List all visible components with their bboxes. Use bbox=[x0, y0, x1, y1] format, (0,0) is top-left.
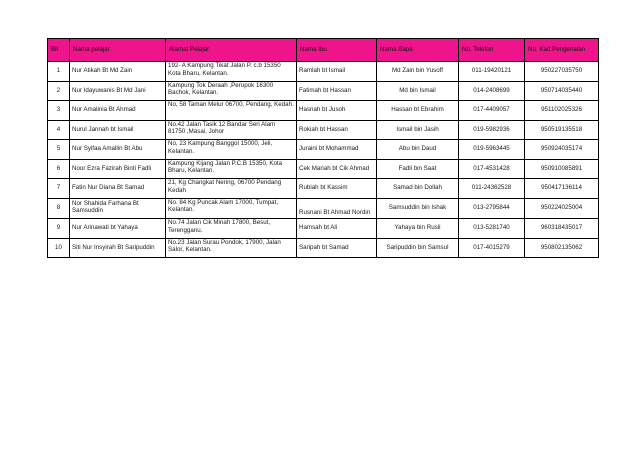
cell-bil: 9 bbox=[48, 219, 70, 239]
cell-bil: 8 bbox=[48, 198, 70, 219]
cell-alamat: No.74 Jalan Cik Minah 17800, Besut, Terengganu. bbox=[166, 219, 297, 239]
cell-kad-pengenalan: 960318435017 bbox=[525, 219, 599, 239]
table-row bbox=[48, 62, 599, 82]
cell-kad-pengenalan: 950417136114 bbox=[525, 179, 599, 199]
cell-telefon: 019-5963445 bbox=[459, 140, 525, 160]
cell-ibu: Rubiah bt Kassim bbox=[297, 179, 377, 199]
cell-bil: 3 bbox=[48, 101, 70, 121]
cell-nama: Nur Arinawati bt Yahaya bbox=[70, 219, 166, 239]
cell-telefon: 017-4409057 bbox=[459, 101, 525, 121]
header-nama-bapa: Nama Bapa bbox=[377, 39, 459, 62]
student-table bbox=[47, 38, 599, 258]
cell-telefon: 017-4015279 bbox=[459, 238, 525, 258]
cell-ibu: Juraini bt Mohammad bbox=[297, 140, 377, 160]
cell-kad-pengenalan: 950227035750 bbox=[525, 62, 599, 82]
cell-bapa: Abu bin Daud bbox=[377, 140, 459, 160]
cell-bil: 2 bbox=[48, 81, 70, 101]
cell-telefon: 011-24362528 bbox=[459, 179, 525, 199]
cell-bapa: Samsuddin bin Ishak bbox=[377, 198, 459, 219]
cell-bil: 5 bbox=[48, 140, 70, 160]
cell-alamat: 192- A Kampung Tikat Jalan P. c.b 15350 Kota Bharu, Kelantan. bbox=[166, 62, 297, 82]
cell-alamat: No, 23 Kampung Banggol 15000, Jeli, Kelantan. bbox=[166, 140, 297, 160]
cell-kad-pengenalan: 950224025004 bbox=[525, 198, 599, 219]
cell-alamat: No.23 Jalan Surau Pondok, 17900, Jalan Salor, Kelantan. bbox=[166, 238, 297, 258]
cell-kad-pengenalan: 950924035174 bbox=[525, 140, 599, 160]
cell-telefon: 013-5281740 bbox=[459, 219, 525, 239]
cell-kad-pengenalan: 950910085891 bbox=[525, 159, 599, 179]
cell-nama: Siti Nur Insyirah Bt Saripuddin bbox=[70, 238, 166, 258]
cell-bapa: Yahaya bin Rusli bbox=[377, 219, 459, 239]
table-row bbox=[48, 238, 599, 258]
cell-bapa: Hassan bt Ebrahim bbox=[377, 101, 459, 121]
cell-telefon: 014-2408699 bbox=[459, 81, 525, 101]
cell-bil: 1 bbox=[48, 62, 70, 82]
cell-kad-pengenalan: 950802135062 bbox=[525, 238, 599, 258]
cell-bapa: Samad bin Dollah bbox=[377, 179, 459, 199]
cell-bil: 7 bbox=[48, 179, 70, 199]
cell-ibu: Rusnani Bt Ahmad Nordin bbox=[297, 198, 377, 219]
cell-ibu: Hasnah bt Jusoh bbox=[297, 101, 377, 121]
cell-kad-pengenalan: 950714035440 bbox=[525, 81, 599, 101]
header-alamat-pelajar: Alamat Pelajar bbox=[166, 39, 297, 62]
cell-nama: Nur Atikah Bt Md Zain bbox=[70, 62, 166, 82]
cell-nama: Fatin Nur Diana Bt Samad bbox=[70, 179, 166, 199]
cell-bapa: Saripuddin bin Samsul bbox=[377, 238, 459, 258]
cell-telefon: 019-5982936 bbox=[459, 120, 525, 140]
cell-kad-pengenalan: 951102025326 bbox=[525, 101, 599, 121]
header-bil: Bil bbox=[48, 39, 70, 62]
header-nama-ibu: Nama Ibu bbox=[297, 39, 377, 62]
cell-telefon: 013-2795844 bbox=[459, 198, 525, 219]
cell-alamat: No.42 Jalan Tasik 12 Bandar Seri Alam 81750 ,Masai, Johor bbox=[166, 120, 297, 140]
cell-bapa: Fadli bin Saat bbox=[377, 159, 459, 179]
cell-bapa: Md Zain bin Yusoff bbox=[377, 62, 459, 82]
cell-telefon: 017-4531428 bbox=[459, 159, 525, 179]
cell-alamat: 21, Kg Changkat Nering, 06700 Pendang Kedah bbox=[166, 179, 297, 199]
cell-ibu: Saripah bt Samad bbox=[297, 238, 377, 258]
cell-ibu: Hamsah bt Ali bbox=[297, 219, 377, 239]
table-row bbox=[48, 179, 599, 199]
cell-bapa: Ismail bin Jasih bbox=[377, 120, 459, 140]
cell-bapa: Md bin Ismail bbox=[377, 81, 459, 101]
cell-bil: 4 bbox=[48, 120, 70, 140]
cell-alamat: Kampung Tok Deraah ,Perupok 16300 Bachok, Kelantan. bbox=[166, 81, 297, 101]
table-row bbox=[48, 198, 599, 219]
table-row bbox=[48, 140, 599, 160]
cell-telefon: 011-19420121 bbox=[459, 62, 525, 82]
cell-bil: 10 bbox=[48, 238, 70, 258]
cell-ibu: Ramlah bt Ismail bbox=[297, 62, 377, 82]
table-row bbox=[48, 101, 599, 121]
cell-nama: Noor Ezra Fazirah Binti Fadli bbox=[70, 159, 166, 179]
table-row bbox=[48, 159, 599, 179]
cell-bil: 6 bbox=[48, 159, 70, 179]
cell-nama: Nur Idayuwanis Bt Md Jani bbox=[70, 81, 166, 101]
header-nama-pelajar: Nama pelajar bbox=[70, 39, 166, 62]
cell-nama: Nurul Jannah bt Ismail bbox=[70, 120, 166, 140]
header-no-kad-pengenalan: No. Kad Pengenalan bbox=[525, 39, 599, 62]
cell-alamat: No, 58 Taman Melur 06700, Pendang, Kedah. bbox=[166, 101, 297, 121]
cell-alamat: Kampung Kijang Jalan P.C.B 15350, Kota Bharu, Kelantan. bbox=[166, 159, 297, 179]
header-no-telefon: No. Telefon bbox=[459, 39, 525, 62]
header-row bbox=[48, 39, 599, 62]
cell-alamat: No. 84 Kg Puncak Alam 17000, Tumpat, Kelantan. bbox=[166, 198, 297, 219]
table-row bbox=[48, 81, 599, 101]
cell-ibu: Rokiah bt Hassan bbox=[297, 120, 377, 140]
cell-nama: Nur Amalinia Bt Ahmad bbox=[70, 101, 166, 121]
cell-ibu: Cek Mariah bt Cik Ahmad bbox=[297, 159, 377, 179]
table-row bbox=[48, 120, 599, 140]
table-row bbox=[48, 219, 599, 239]
cell-nama: Nor Shahida Farhana Bt Samsuddin bbox=[70, 198, 166, 219]
cell-kad-pengenalan: 950519135518 bbox=[525, 120, 599, 140]
cell-ibu: Fatimah bt Hassan bbox=[297, 81, 377, 101]
cell-nama: Nur Syifaa Amallin Bt Abu bbox=[70, 140, 166, 160]
